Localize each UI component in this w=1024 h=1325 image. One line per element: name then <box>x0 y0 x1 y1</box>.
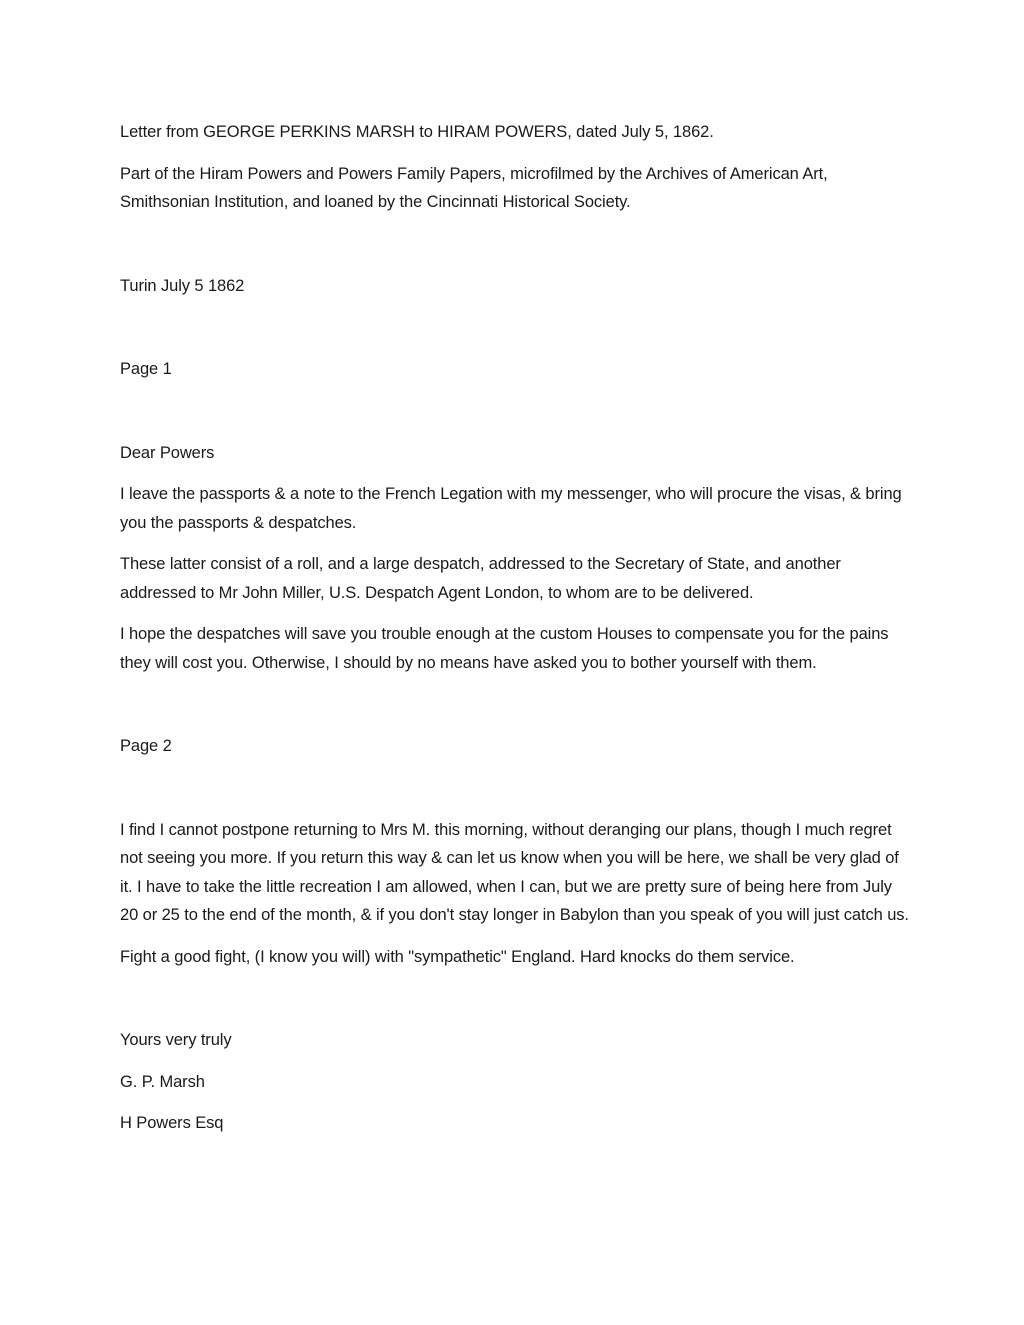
place-date: Turin July 5 1862 <box>120 276 245 295</box>
paragraph-4: I find I cannot postpone returning to Mrs M. this morning, without deranging our plans, though I much regret not seeing you more. If you return this way & can let us know when you will be here, we shall be very glad of it. I have to take the little recreation I am allowed, when I can, but we are pretty sure of being here from July 20 or 25 to the end of the month, & if you don't stay longer in Babylon than you speak of you will just catch us. <box>120 820 909 924</box>
signature: G. P. Marsh <box>120 1072 205 1091</box>
header-line: Letter from GEORGE PERKINS MARSH to HIRAM POWERS, dated July 5, 1862. <box>120 123 714 141</box>
paragraph-3: I hope the despatches will save you trouble enough at the custom Houses to compensate you for the pains they will cost you. Otherwise, I should by no means have asked you to bother yourself with them. <box>120 625 889 672</box>
paragraph-1: I leave the passports & a note to the French Legation with my messenger, who will procure the visas, & bring you the passports & despatches. <box>120 485 902 532</box>
paragraph-2: These latter consist of a roll, and a large despatch, addressed to the Secretary of State, and another addressed to Mr John Miller, U.S. Despatch Agent London, to whom are to be delivered. <box>120 555 841 602</box>
salutation: Dear Powers <box>120 443 215 462</box>
source-line: Part of the Hiram Powers and Powers Family Papers, microfilmed by the Archives of American Art, Smithsonian Institution, and loaned by the Cincinnati Historical Society. <box>120 164 828 211</box>
document-body <box>120 118 910 1138</box>
closing: Yours very truly <box>120 1031 232 1049</box>
page-2-label: Page 2 <box>120 737 172 755</box>
paragraph-5: Fight a good fight, (I know you will) with "sympathetic" England. Hard knocks do them service. <box>120 947 795 966</box>
page-1-label: Page 1 <box>120 360 172 378</box>
addressee: H Powers Esq <box>120 1114 224 1132</box>
